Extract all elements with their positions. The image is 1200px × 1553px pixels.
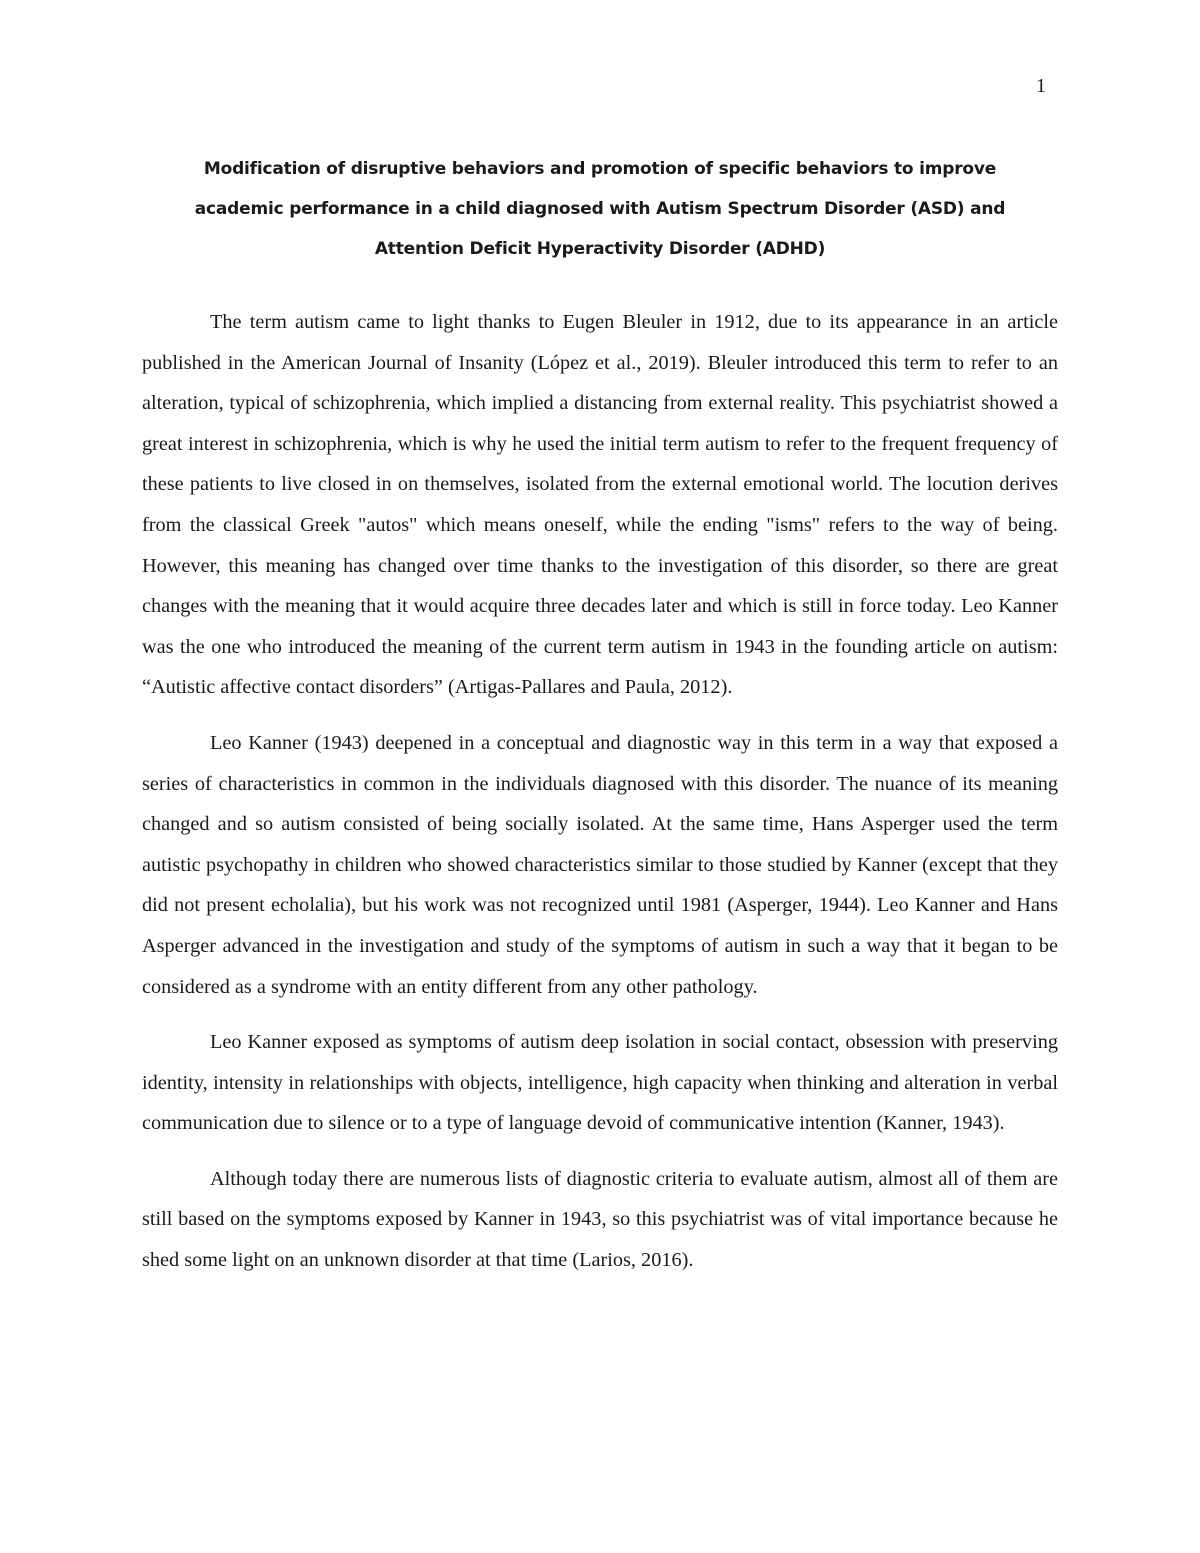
- title-line-3: Attention Deficit Hyperactivity Disorder (ADHD): [374, 239, 826, 259]
- paragraph-4: Although today there are numerous lists of diagnostic criteria to evaluate autism, almost all of them are still based on the symptoms exposed by Kanner in 1943, so this psychiatrist was of vital importance because he shed some light on an unknown disorder at that time (Larios, 2016).: [142, 1167, 1058, 1272]
- paragraph-2: Leo Kanner (1943) deepened in a conceptual and diagnostic way in this term in a way that exposed a series of characteristics in common in the individuals diagnosed with this disorder. The nuance of its meaning changed and so autism consisted of being socially isolated. At the same time, Hans Asperger used the term autistic psychopathy in children who showed characteristics similar to those studied by Kanner (except that they did not present echolalia), but his work was not recognized until 1981 (Asperger, 1944). Leo Kanner and Hans Asperger advanced in the investigation and study of the symptoms of autism in such a way that it began to be considered as a syndrome with an entity different from any other pathology.: [142, 731, 1058, 998]
- document-title: [142, 149, 1058, 269]
- page-number: 1: [1036, 75, 1046, 97]
- paragraph-1: The term autism came to light thanks to Eugen Bleuler in 1912, due to its appearance in an article published in the American Journal of Insanity (López et al., 2019). Bleuler introduced this term to refer to an alteration, typical of schizophrenia, which implied a distancing from external reality. This psychiatrist showed a great interest in schizophrenia, which is why he used the initial term autism to refer to the frequent frequency of these patients to live closed in on themselves, isolated from the external emotional world. The locution derives from the classical Greek "autos" which means oneself, while the ending "isms" refers to the way of being. However, this meaning has changed over time thanks to the investigation of this disorder, so there are great changes with the meaning that it would acquire three decades later and which is still in force today. Leo Kanner was the one who introduced the meaning of the current term autism in 1943 in the founding article on autism: “Autistic affective contact disorders” (Artigas-Pallares and Paula, 2012).: [142, 311, 1058, 699]
- title-line-2: academic performance in a child diagnosed with Autism Spectrum Disorder (ASD) and: [194, 199, 1006, 219]
- document-body: [142, 302, 1058, 1296]
- paragraph-3: Leo Kanner exposed as symptoms of autism deep isolation in social contact, obsession with preserving identity, intensity in relationships with objects, intelligence, high capacity when thinking and alteration in verbal communication due to silence or to a type of language devoid of communicative intention (Kanner, 1943).: [142, 1031, 1058, 1135]
- title-line-1: Modification of disruptive behaviors and promotion of specific behaviors to improve: [203, 159, 997, 179]
